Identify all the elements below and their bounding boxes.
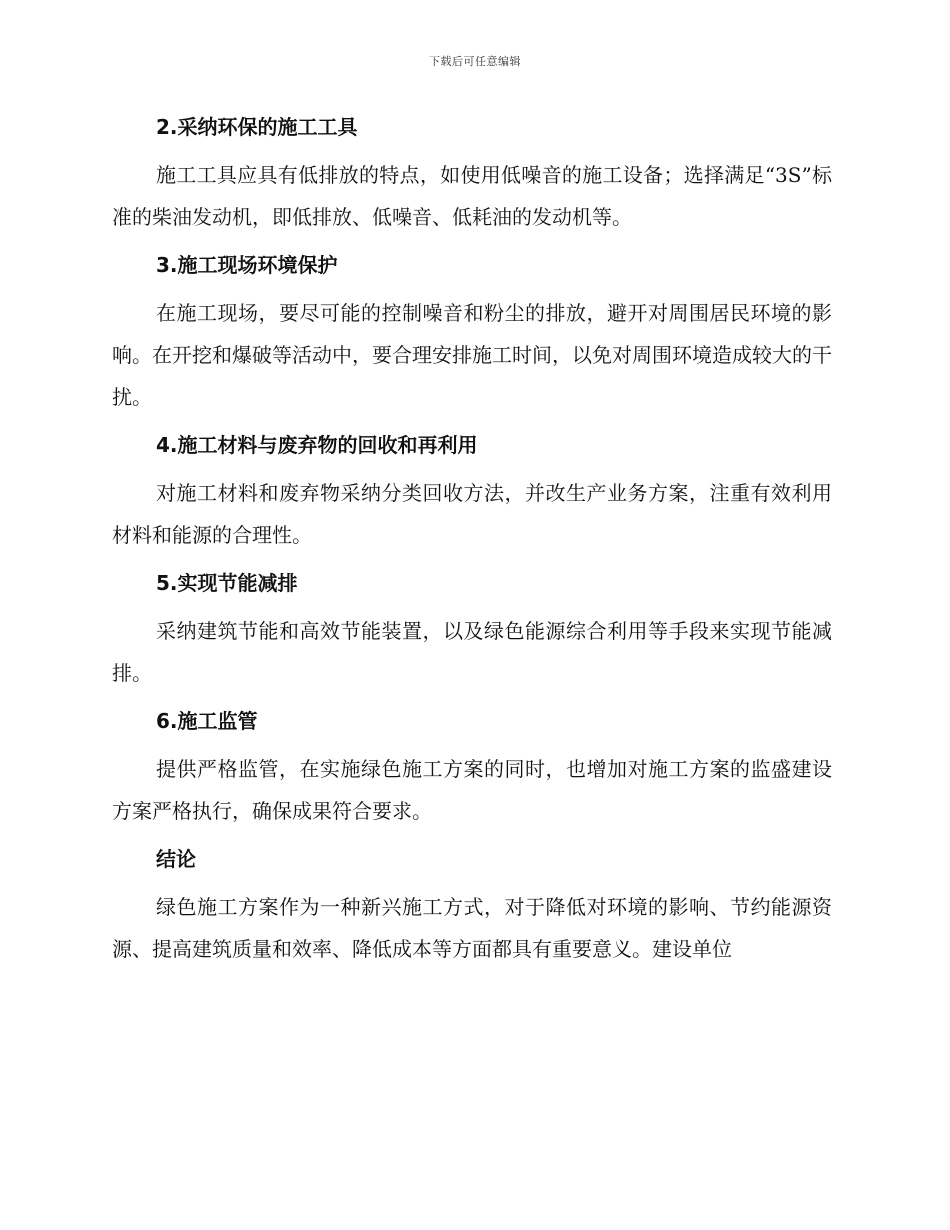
section-heading: 5.实现节能减排 bbox=[156, 571, 298, 595]
section-paragraph: 对施工材料和废弃物采纳分类回收方法，并改生产业务方案，注重有效利用材料和能源的合理性。 bbox=[112, 481, 832, 547]
section-paragraph: 在施工现场，要尽可能的控制噪音和粉尘的排放，避开对周围居民环境的影响。在开挖和爆破等活动中，要合理安排施工时间，以免对周围环境造成较大的干扰。 bbox=[112, 301, 832, 409]
section-recycling bbox=[112, 428, 832, 556]
section-supervision bbox=[112, 704, 832, 832]
section-heading: 结论 bbox=[156, 847, 196, 871]
section-heading: 4.施工材料与废弃物的回收和再利用 bbox=[156, 433, 478, 457]
section-paragraph: 采纳建筑节能和高效节能装置，以及绿色能源综合利用等手段来实现节能减排。 bbox=[112, 619, 832, 685]
section-paragraph: 提供严格监管，在实施绿色施工方案的同时，也增加对施工方案的监盛建设方案严格执行，确保成果符合要求。 bbox=[112, 757, 832, 823]
section-heading: 2.采纳环保的施工工具 bbox=[156, 115, 358, 139]
section-site-protection bbox=[112, 248, 832, 418]
document-body bbox=[112, 110, 832, 980]
section-conclusion bbox=[112, 842, 832, 970]
section-paragraph: 绿色施工方案作为一种新兴施工方式，对于降低对环境的影响、节约能源资源、提高建筑质量和效率、降低成本等方面都具有重要意义。建设单位 bbox=[112, 895, 832, 961]
section-tools bbox=[112, 110, 832, 238]
section-energy-saving bbox=[112, 566, 832, 694]
section-heading: 6.施工监管 bbox=[156, 709, 258, 733]
section-paragraph: 施工工具应具有低排放的特点，如使用低噪音的施工设备；选择满足“3S”标准的柴油发动机，即低排放、低噪音、低耗油的发动机等。 bbox=[112, 163, 832, 229]
section-heading: 3.施工现场环境保护 bbox=[156, 253, 338, 277]
page-header: 下载后可任意编辑 bbox=[429, 55, 521, 68]
